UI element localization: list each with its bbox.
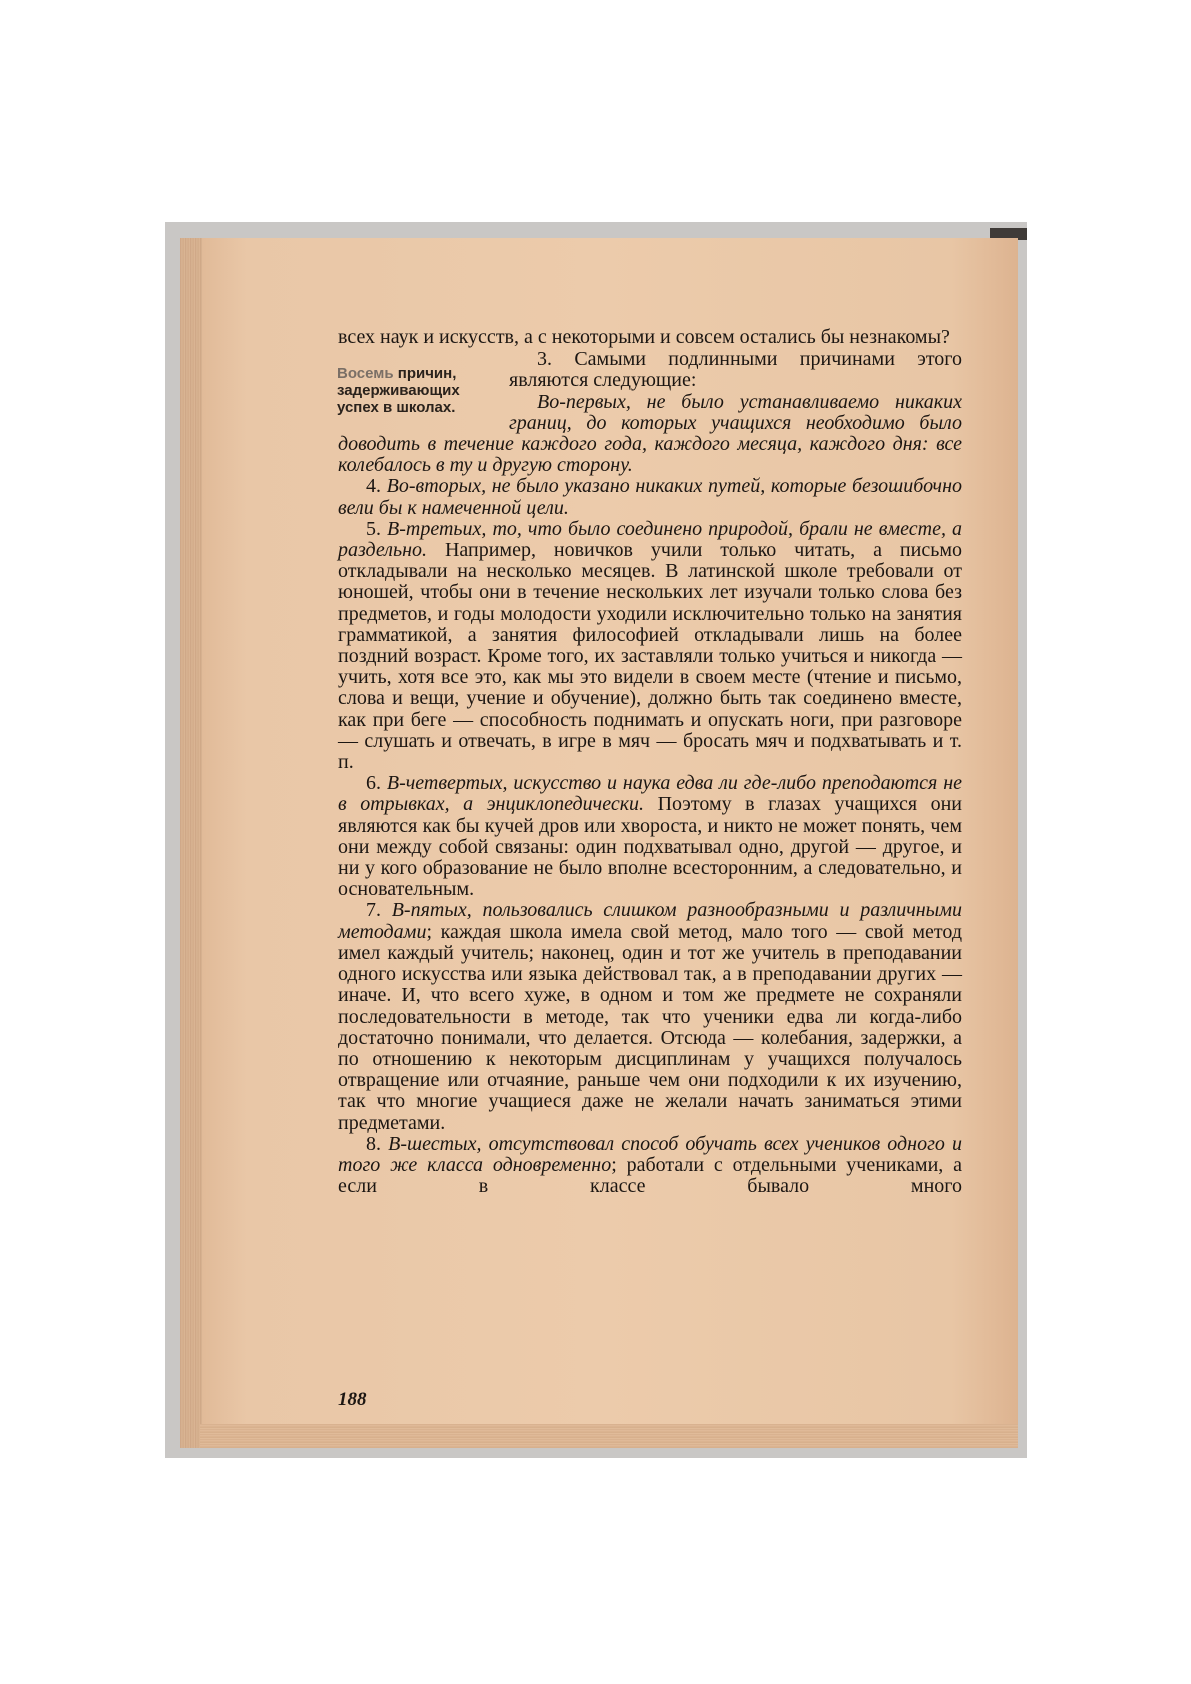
paragraph-number: 5. xyxy=(366,517,388,540)
margin-note-word: Восемь xyxy=(337,365,394,383)
paragraph-3: 3. Самыми подлинными причинами этого являются следующие: xyxy=(509,348,962,392)
paragraph-3-first-reason: Во-первых, не было устанавливаемо никаких границ, до которых учащихся необходимо было доводить в течение каждого года, каждого месяца, каждого дня: все колебалось в ту и другую сторону. xyxy=(338,390,962,477)
paragraph-7 xyxy=(338,900,962,1133)
paragraph-number: 7. xyxy=(366,899,392,922)
paragraph-4 xyxy=(338,476,962,518)
paragraph-body: ; каждая школа имела свой метод, мало того — свой метод имел каждый учитель; наконец, один и тот же учитель в преподавании одного искусства или языка действовал так, а в преподавании других — иначе. И, что всего хуже, в одном и том же предмете не сохраняли последовательности в методе, так что ученики едва ли когда-либо достаточно понимали, что делается. Отсюда — колебания, задержки, а по отношению к некоторым дисциплинам у учащихся получалось отвращение или отчаяние, раньше чем они подходили к их изучению, так что многие учащиеся даже не желали начать заниматься этими предметами. xyxy=(338,920,962,1134)
margin-note-line: задерживающих xyxy=(337,382,460,400)
paragraph-body: ; работали с отдельными учениками, а если в классе бывало много xyxy=(338,1153,962,1198)
page-stack-left-edge xyxy=(180,238,202,1448)
paragraph-8 xyxy=(338,1134,962,1198)
paragraph-italic: В-третьих, то, что было соединено природой, брали не вместе, а раздельно. xyxy=(338,517,963,562)
paragraph-body: Например, новичков учили только читать, а письмо откладывали на несколько месяцев. В латинской школе требовали от юношей, чтобы они в течение нескольких лет изучали только слова без предметов, и годы молодости уходили исключительно только на занятия грамматикой, а занятия философией откладывали лишь на более поздний возраст. Кроме того, их заставляли только учиться и никогда — учить, хотя все это, как мы это видели в своем месте (чтение и письмо, слова и вещи, учение и обучение), должно быть так соединено вместе, как при беге — способность поднимать и опускать ноги, при разговоре — слушать и отвечать, в игре в мяч — бросать мяч и подхватывать и т. п. xyxy=(338,539,962,774)
page-number: 188 xyxy=(338,1389,367,1410)
paragraph-5 xyxy=(338,519,962,773)
paragraph-italic: В-пятых, пользовались слишком разнообразными и различными методами xyxy=(338,899,962,943)
paragraph-body: Поэтому в глазах учащихся они являются как бы кучей дров или хвороста, и никто не может понять, чем они между собой связаны: один подхватывал одно, другой — другое, и ни у кого образование не было вполне всесторонним, а следовательно, и основательным. xyxy=(338,793,963,901)
margin-note-word: причин, xyxy=(393,365,457,383)
paragraph-6 xyxy=(338,773,962,900)
paragraph-number: 6. xyxy=(366,772,387,795)
paragraph-number: 8. xyxy=(366,1132,389,1155)
paragraph-italic: В-четвертых, искусство и наука едва ли где-либо преподаются не в отрывках, а энциклопедически. xyxy=(338,772,962,816)
page-stack-bottom-edge xyxy=(200,1424,1018,1448)
paragraph-italic: Во-вторых, не было указано никаких путей, которые безошибочно вели бы к намеченной цели. xyxy=(338,475,963,519)
page-text xyxy=(338,327,962,1197)
margin-note-line: успех в школах. xyxy=(337,399,456,417)
paragraph-number: 4. xyxy=(366,475,387,498)
margin-note xyxy=(337,365,497,416)
paragraph-italic: В-шестых, отсутствовал способ обучать всех учеников одного и того же класса одновременно xyxy=(338,1132,963,1176)
paragraph-continuation: всех наук и искусств, а с некоторыми и совсем остались бы незнакомы? xyxy=(338,326,950,348)
